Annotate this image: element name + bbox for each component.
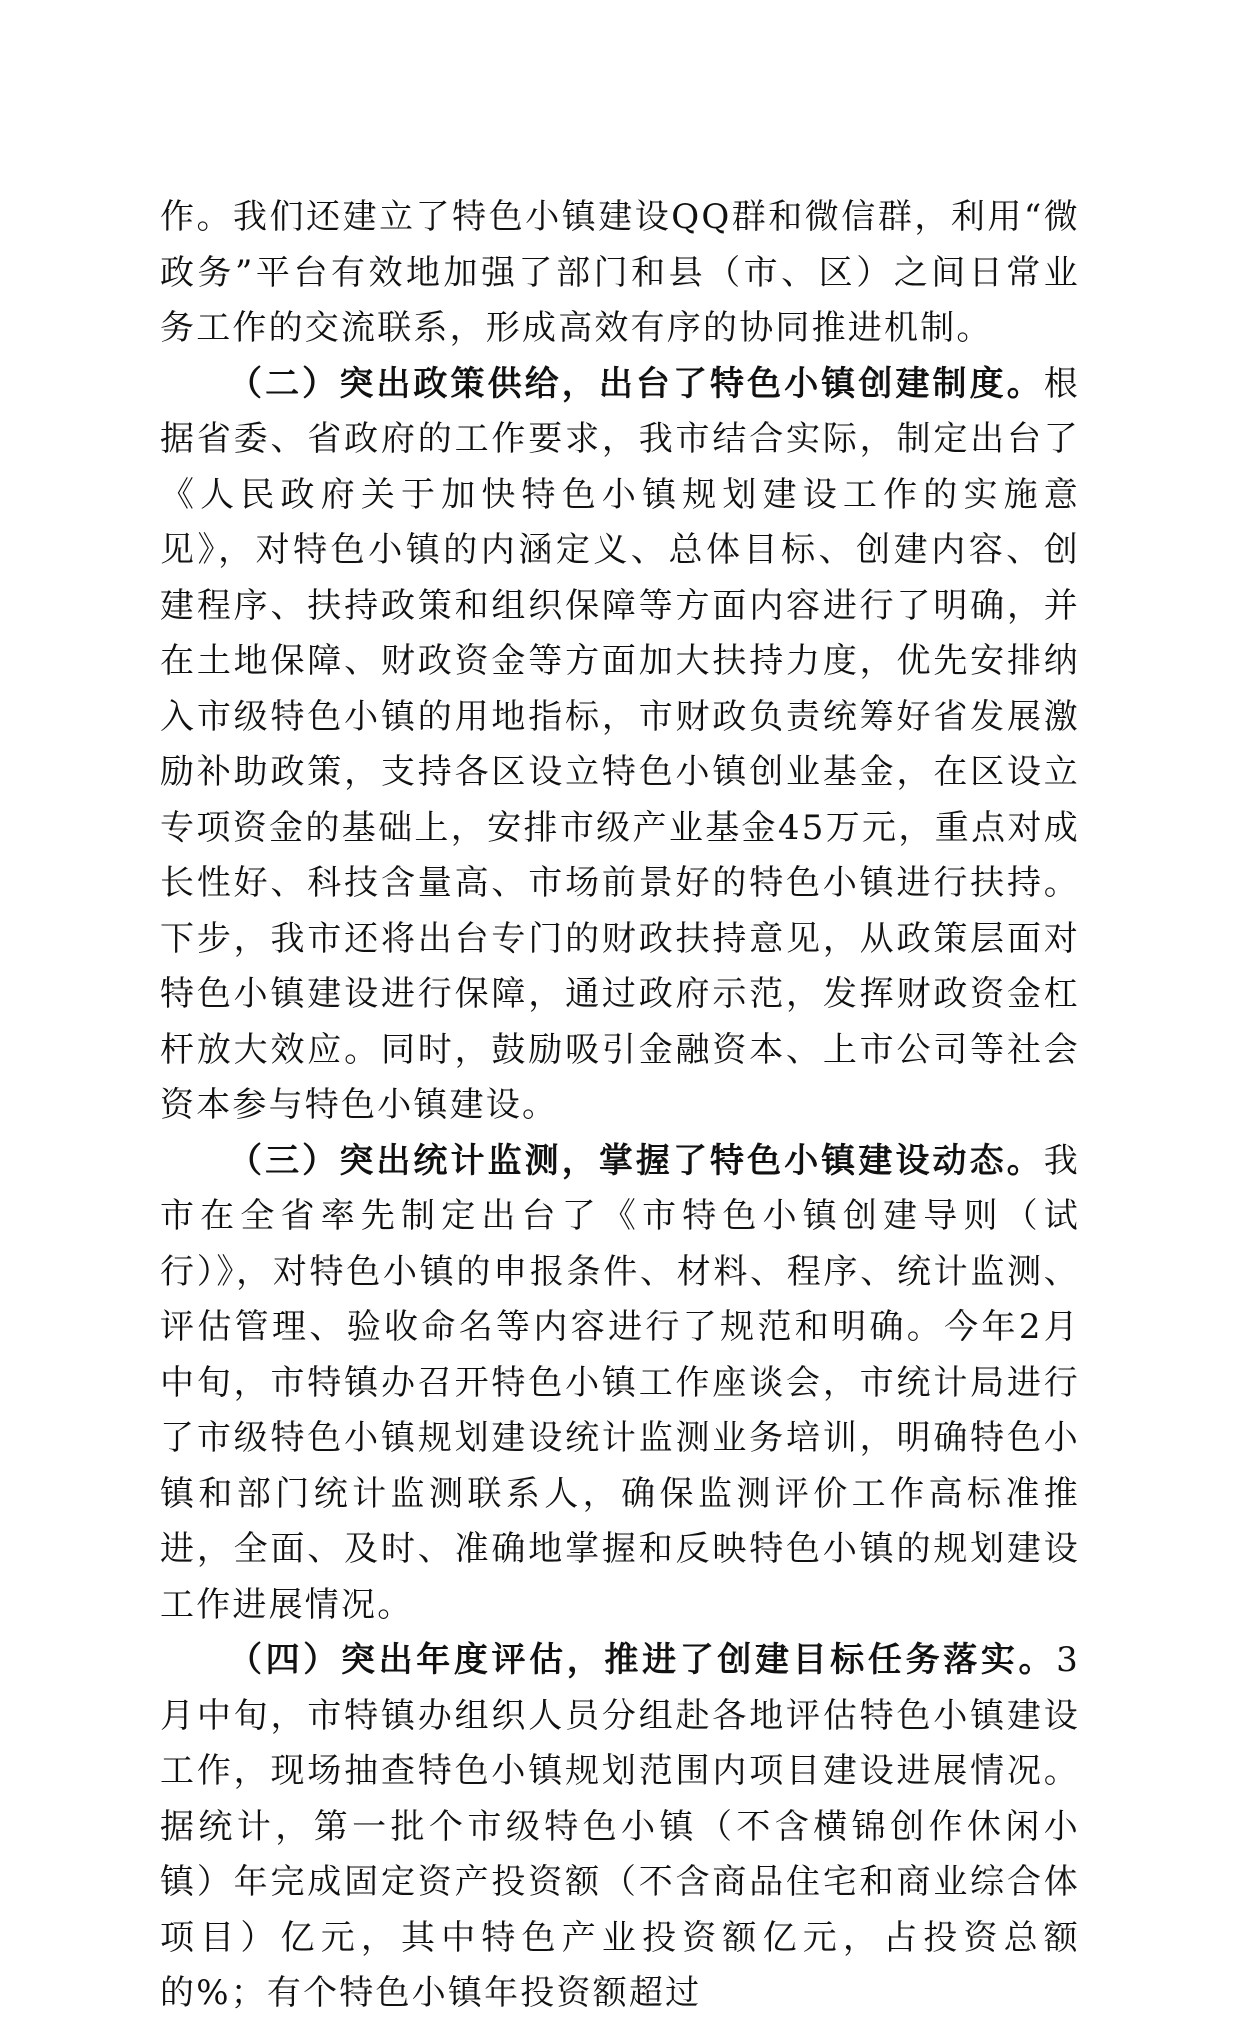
paragraph-text: 根据省委、省政府的工作要求，我市结合实际，制定出台了《人民政府关于加快特色小镇规划建设工作的实施意见》，对特色小镇的内涵定义、总体目标、创建内容、创建程序、扶持政策和组织保障等方面内容进行了明确，并在土地保障、财政资金等方面加大扶持力度，优先安排纳入市级特色小镇的用地指标，市财政负责统筹好省发展激励补助政策，支持各区设立特色小镇创业基金，在区设立专项资金的基础上，安排市级产业基金45万元，重点对成长性好、科技含量高、市场前景好的特色小镇进行扶持。下步，我市还将出台专门的财政扶持意见，从政策层面对特色小镇建设进行保障，通过政府示范，发挥财政资金杠杆放大效应。同时，鼓励吸引金融资本、上市公司等社会资本参与特色小镇建设。 bbox=[160, 363, 1080, 1125]
paragraph-section-3 bbox=[160, 1134, 1080, 1634]
paragraph-text: 作。我们还建立了特色小镇建设QQ群和微信群，利用“微政务”平台有效地加强了部门和县（市、区）之间日常业务工作的交流联系，形成高效有序的协同推进机制。 bbox=[160, 197, 1080, 348]
section-heading: （三）突出统计监测，掌握了特色小镇建设动态。 bbox=[228, 1140, 1044, 1181]
document-page bbox=[160, 190, 1080, 2022]
paragraph-continued bbox=[160, 190, 1080, 357]
section-heading: （二）突出政策供给，出台了特色小镇创建制度。 bbox=[228, 363, 1044, 404]
paragraph-text: 3月中旬，市特镇办组织人员分组赴各地评估特色小镇建设工作，现场抽查特色小镇规划范围内项目建设进展情况。据统计，第一批个市级特色小镇（不含横锦创作休闲小镇）年完成固定资产投资额（不含商品住宅和商业综合体项目）亿元，其中特色产业投资额亿元，占投资总额的%；有个特色小镇年投资额超过 bbox=[160, 1640, 1080, 2013]
paragraph-text: 我市在全省率先制定出台了《市特色小镇创建导则（试行）》，对特色小镇的申报条件、材料、程序、统计监测、评估管理、验收命名等内容进行了规范和明确。今年2月中旬，市特镇办召开特色小镇工作座谈会，市统计局进行了市级特色小镇规划建设统计监测业务培训，明确特色小镇和部门统计监测联系人，确保监测评价工作高标准推进，全面、及时、准确地掌握和反映特色小镇的规划建设工作进展情况。 bbox=[160, 1140, 1080, 1625]
section-heading: （四）突出年度评估，推进了创建目标任务落实。 bbox=[228, 1640, 1057, 1680]
paragraph-section-2 bbox=[160, 357, 1080, 1134]
paragraph-section-4 bbox=[160, 1633, 1080, 2022]
